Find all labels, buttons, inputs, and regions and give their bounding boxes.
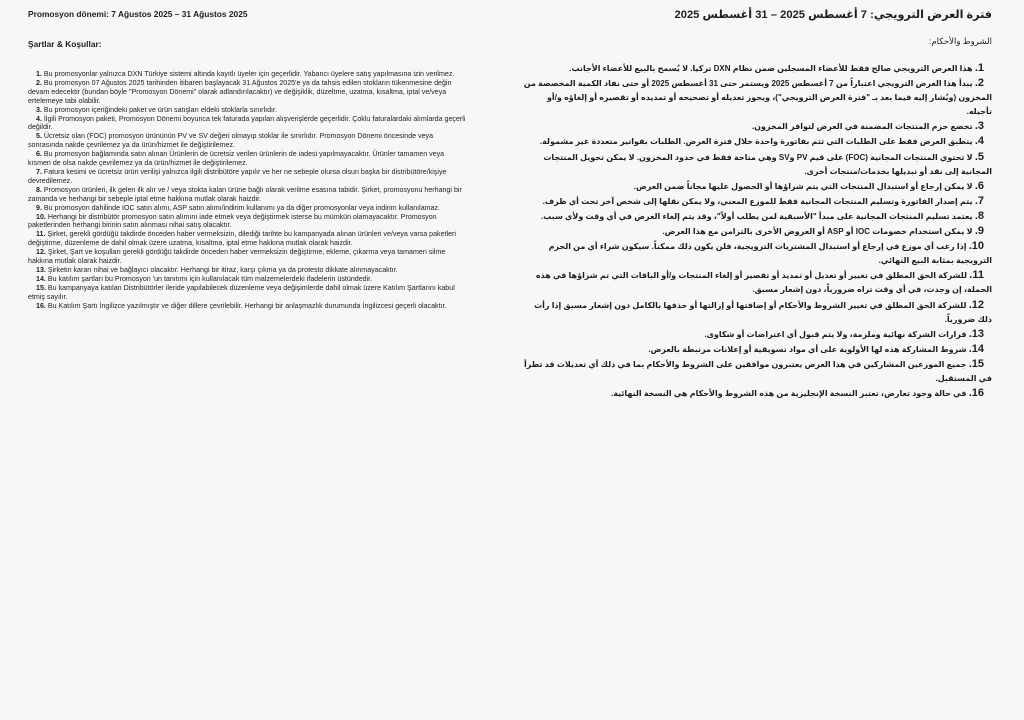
term-number: 14.: [968, 342, 984, 355]
term-number: 5.: [974, 150, 984, 163]
term-number: 10.: [36, 212, 46, 221]
term-number: 1.: [36, 70, 42, 78]
term-item: [520, 342, 992, 357]
arabic-terms-column: [520, 8, 992, 401]
term-item: [28, 168, 468, 186]
term-text: للشركة الحق المطلق في تغيير الشروط والأحكام أو إضافتها أو إزالتها أو حذفها بالكامل دون إشعار مسبق إذا رأت ذلك ضرورياً.: [534, 300, 992, 324]
term-number: 9.: [36, 203, 42, 212]
term-text: لا يمكن استخدام خصومات IOC أو ASP أو العروض الأخرى بالتزامن مع هذا العرض.: [662, 227, 973, 237]
promotion-period-ar: فترة العرض الترويجي: 7 أغسطس 2025 – 31 أغسطس 2025: [674, 9, 992, 21]
term-text: لا يمكن إرجاع أو استبدال المنتجات التي يتم شراؤها أو الحصول عليها مجاناً ضمن العرض.: [633, 181, 973, 191]
term-text: Fatura kesimi ve ücretsiz ürün verilişi yalnızca ilgili distribütöre yapılır ve her ne sebeple olursa olsun başka bir distribütöre/kişiye devredilemez.: [28, 167, 447, 185]
term-text: تخضع حزم المنتجات المضمنة في العرض لتوافر المخزون.: [751, 122, 973, 132]
term-number: 1.: [974, 62, 984, 74]
term-text: إذا رغب أي موزع في إرجاع أو استبدال المشتريات الترويجية، فلن يكون ذلك ممكناً. سيكون شراء أي من الحزم الترويجية بمثابة البيع النهائي.: [548, 242, 992, 266]
term-text: Bu promosyon bağlamında satın alınan Ürünlerin de ücretsiz verilen ürünlerin de iadesi yapılmayacaktır. Ürünler tamamen veya kısmen de olsa nakde çevrilemez ya da ürün/hizmet ile değiştirilemez.: [28, 150, 445, 168]
term-text: Herhangi bir distribütör promosyon satın alımını iade etmek veya değiştirmek isterse bu mümkün olamayacaktır. Promosyon paketlerinden herhangi birinin satın alınması nihai satış olacaktır.: [28, 212, 437, 230]
term-text: Bu Katılım Şartı İngilizce yazılmıştır ve diğer dillere çevrilebilir. Herhangi bir anlaşmazlık durumunda İngilizcesi geçerli olacaktır.: [47, 301, 447, 310]
term-item: [520, 298, 992, 327]
term-number: 14.: [36, 274, 46, 283]
term-item: [28, 106, 468, 115]
term-item: [28, 186, 468, 204]
term-item: [520, 209, 992, 224]
term-item: [28, 230, 468, 248]
term-item: [28, 213, 468, 231]
term-text: Bu promosyon dahilinde IOC satın alımı, ASP satın alımı/indirim kullanımı ya da diğer promosyonlar veya indirim kullanılamaz.: [43, 203, 441, 212]
term-number: 3.: [36, 105, 42, 114]
promotion-period-tr: Promosyon dönemi: 7 Ağustos 2025 – 31 Ağustos 2025: [28, 9, 248, 19]
term-number: 4.: [36, 114, 42, 123]
term-item: [520, 327, 992, 342]
term-number: 11.: [969, 269, 984, 282]
term-item: [520, 76, 992, 119]
term-number: 7.: [974, 194, 984, 207]
term-item: [28, 248, 468, 266]
term-text: قرارات الشركة نهائية وملزمة، ولا يتم قبول أي اعتراضات أو شكاوى.: [704, 329, 967, 339]
term-text: Şirket, Şart ve koşulları gerekli gördüğü takdirde önceden haber vermeksizin değiştirme, ekleme, çıkarma veya tamamen silme hakkına mutlak olarak haizdir.: [28, 248, 446, 266]
term-item: [28, 275, 468, 284]
term-text: شروط المشاركة هذه لها الأولوية على أي مواد تسويقية أو إعلانات مرتبطة بالعرض.: [648, 344, 967, 354]
term-number: 12.: [968, 298, 984, 311]
term-item: [28, 204, 468, 213]
term-text: للشركة الحق المطلق في تغيير أو تعديل أو تمديد أو تقصير أو إلغاء المنتجات و/أو الباقات التي تم شراؤها في هذه الحملة، إن وجدت، في أي وقت تراه ضرورياً، دون إشعار مسبق.: [535, 271, 992, 295]
terms-list-ar: [520, 61, 992, 401]
term-item: [28, 284, 468, 302]
term-item: [28, 70, 468, 79]
term-text: Şirket, gerekli gördüğü takdirde önceden haber vermeksizin, dilediği tarihte bu kampanyada alınan ürünleri ve/veya varsa paketleri değiştirme, düzenleme de dahil olmak üzere uzatma, kısaltma, iptal etme hakkına mutlak olarak haizdir.: [28, 230, 456, 248]
term-number: 6.: [974, 179, 984, 192]
term-number: 15.: [36, 283, 46, 292]
term-text: Bu promosyon içeriğindeki paket ve ürün satışları eldeki stoklarla sınırlıdır.: [43, 105, 277, 114]
term-item: [520, 119, 992, 134]
term-text: يعتمد تسليم المنتجات المجانية على مبدأ "الأسبقية لمن يطلب أولاً"، وقد يتم إلغاء العرض في أي وقت ولأي سبب.: [540, 211, 973, 221]
term-text: Ücretsiz olan (FOC) promosyon ürününün PV ve SV değeri olmayıp stoklar ile sınırlıdır. Promosyon Dönemi öncesinde veya sonrasında nakde çevrilemez ya da ürün/hizmet ile değiştirilemez.: [28, 132, 434, 150]
terms-heading-ar: الشروط والأحكام:: [928, 36, 992, 46]
term-item: [520, 194, 992, 209]
term-number: 8.: [974, 209, 984, 222]
term-item: [520, 268, 992, 297]
term-item: [28, 115, 468, 133]
term-text: جميع الموزعين المشاركين في هذا العرض يعتبرون موافقين على الشروط والأحكام بما في ذلك أي تعديلات قد تطرأ في المستقبل.: [524, 359, 992, 383]
term-text: في حالة وجود تعارض، تعتبر النسخة الإنجليزية من هذه الشروط والأحكام هي النسخة النهائية.: [610, 389, 967, 399]
term-item: [28, 132, 468, 150]
term-text: لا تحتوي المنتجات المجانية (FOC) على قيم PV وSV وهي متاحة فقط في حدود المخزون. لا يمكن تحويل المنتجات المجانية إلى نقد أو تبديلها بخدمات/منتجات أخرى.: [543, 152, 992, 176]
term-item: [520, 61, 992, 76]
term-text: Bu promosyon 07 Ağustos 2025 tarihinden itibaren başlayacak 31 Ağustos 2025'e ya da tahsis edilen stokların tükenmesine değin devam edecektir (bundan böyle "Promosyon Dönemi" olarak adlandırılacaktır) ve değişiklik, düzeltme, uzatma, kısaltma, iptal ve/veya ertelemeye tabi olabilir.: [28, 78, 452, 105]
terms-heading-tr: Şartlar & Koşullar:: [28, 39, 102, 49]
term-number: 10.: [968, 240, 984, 253]
term-number: 2.: [974, 77, 984, 90]
term-number: 4.: [974, 135, 984, 148]
term-number: 12.: [36, 248, 46, 257]
term-text: İlgili Promosyon paketi, Promosyon Dönemi boyunca tek faturada yapılan alışverişlerde geçerlidir. Çoklu faturalardaki alımlarda geçerli değildir.: [28, 114, 466, 132]
term-item: [520, 386, 992, 401]
term-number: 13.: [968, 327, 984, 340]
term-text: ينطبق العرض فقط على الطلبات التي تتم بفاتورة واحدة خلال فترة العرض. الطلبات بفواتير متعددة غير مشمولة.: [539, 137, 973, 147]
term-item: [520, 239, 992, 268]
term-text: Bu promosyonlar yalnızca DXN Türkiye sistemi altında kayıtlı üyeler için geçerlidir. Yabancı üyelere satış yapılmasına izin verilmez.: [43, 70, 455, 78]
term-text: Bu katılım şartları bu Promosyon 'un tanıtımı için kullanılacak tüm malzemelerdeki ifadelerin üstündedir.: [47, 274, 373, 283]
term-number: 3.: [974, 120, 984, 133]
term-text: Promosyon ürünleri, ilk gelen ilk alır ve / veya stokta kalan ürüne bağlı olarak verilme esasına tabidir. Şirket, promosyonu herhangi bir zamanda ve herhangi bir sebeple iptal etme hakkına mutlak olarak haizdir.: [28, 185, 462, 203]
term-text: هذا العرض الترويجي صالح فقط للأعضاء المسجلين ضمن نظام DXN تركيا. لا يُسمح بالبيع للأعضاء الأجانب.: [569, 64, 973, 73]
term-item: [28, 79, 468, 106]
term-text: يبدأ هذا العرض الترويجي اعتباراً من 7 أغسطس 2025 ويستمر حتى 31 أغسطس 2025 أو حتى نفاد الكمية المخصصة من المخزون (ويُشار إليه فيما بعد بـ "فترة العرض الترويجي")، ويجوز تعديله أو تصحيحه أو تمديده أو تقصيره أو إلغاؤه و/أو تأجيله.: [523, 79, 992, 117]
term-item: [520, 179, 992, 194]
term-item: [520, 134, 992, 149]
term-number: 2.: [36, 78, 42, 87]
term-text: Şirketin kararı nihai ve bağlayıcı olacaktır. Herhangi bir itiraz, karşı çıkma ya da protesto dikkate alınmayacaktır.: [47, 265, 398, 274]
turkish-terms-column: [28, 8, 468, 310]
term-number: 11.: [36, 230, 46, 239]
term-item: [520, 224, 992, 239]
term-item: [520, 150, 992, 179]
term-item: [28, 302, 468, 311]
term-number: 16.: [968, 387, 984, 400]
term-text: Bu kampanyaya katılan Distribütörler ileride yapılabilecek düzenleme veya değişimlerde dahil olmak üzere Katılım Şartlarını kabul etmiş sayılır.: [28, 283, 455, 301]
term-number: 7.: [36, 167, 42, 176]
term-item: [28, 150, 468, 168]
term-number: 16.: [36, 301, 46, 310]
term-number: 8.: [36, 185, 42, 194]
term-item: [28, 266, 468, 275]
term-number: 5.: [36, 132, 42, 141]
term-item: [520, 357, 992, 386]
term-number: 13.: [36, 265, 46, 274]
term-number: 15.: [968, 357, 984, 370]
term-text: يتم إصدار الفاتورة وتسليم المنتجات المجانية فقط للموزع المعني، ولا يمكن نقلها إلى شخص آخر تحت أي ظرف.: [542, 196, 973, 206]
term-number: 9.: [974, 225, 984, 238]
term-number: 6.: [36, 150, 42, 159]
terms-list-tr: [28, 70, 468, 310]
